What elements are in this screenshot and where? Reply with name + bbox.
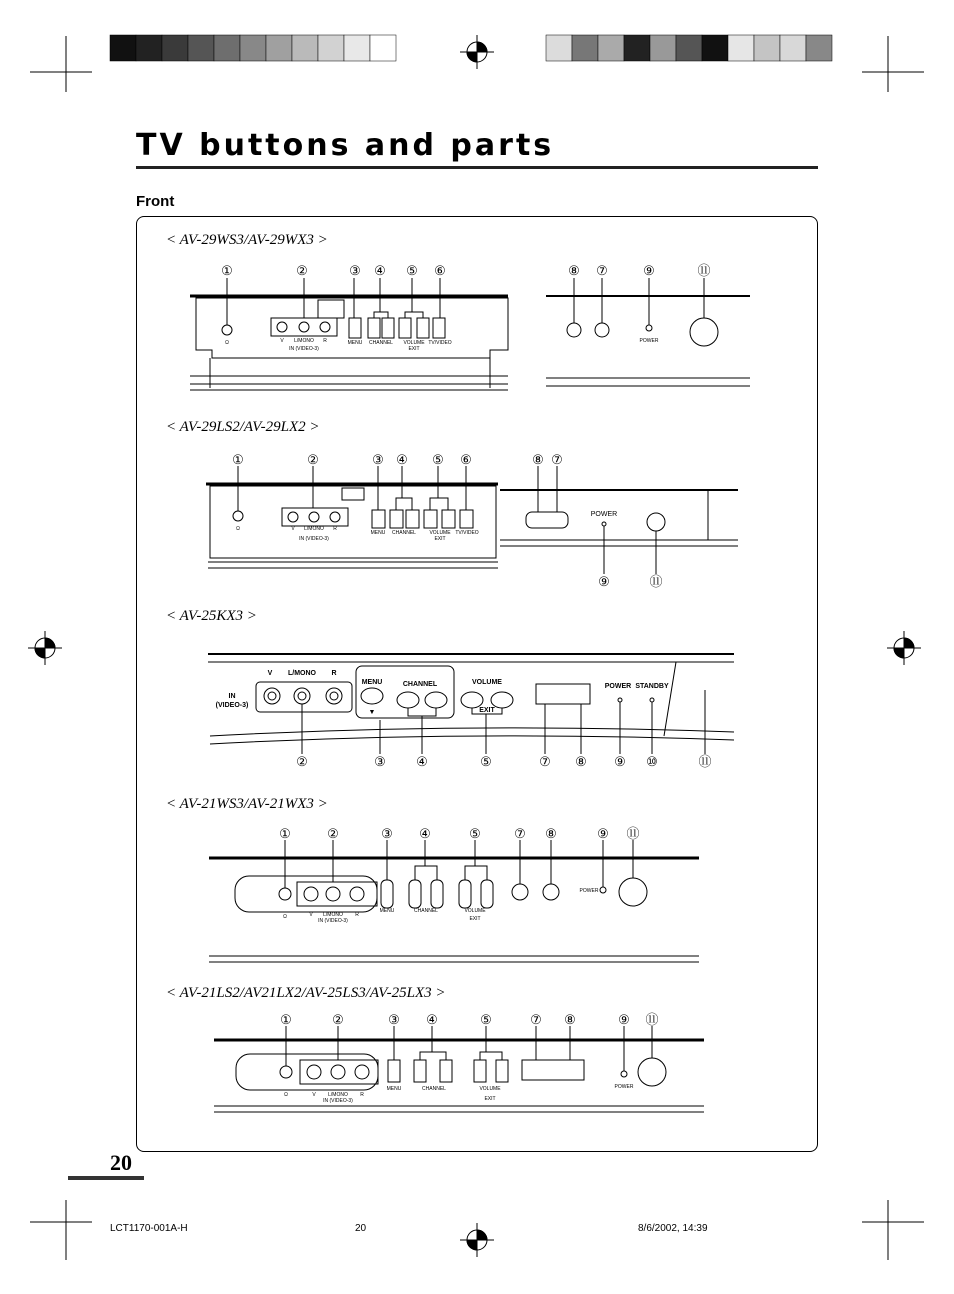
power-label: POWER <box>639 338 659 344</box>
callout-4: ④ <box>374 263 386 278</box>
callout-9: ⑨ <box>643 263 655 278</box>
model-title-3: < AV-25KX3 > <box>166 608 257 624</box>
callout-9: ⑨ <box>614 754 626 769</box>
diagram-av25kx3 <box>200 650 740 775</box>
exit-label: EXIT <box>479 707 495 714</box>
input-label: IN (VIDEO-3) <box>299 536 329 542</box>
callout-9: ⑨ <box>597 826 609 841</box>
callout-7: ⑦ <box>530 1012 542 1027</box>
model-title-2: < AV-29LS2/AV-29LX2 > <box>166 419 320 435</box>
exit-label: EXIT <box>484 1096 496 1102</box>
color-swatch <box>702 35 728 61</box>
volume-label: VOLUME <box>429 530 451 536</box>
callout-9: ⑨ <box>598 574 610 589</box>
callout-5: ⑤ <box>469 826 481 841</box>
callout-4: ④ <box>419 826 431 841</box>
jack-label-lmono: L/MONO <box>294 338 314 344</box>
callout-2: ② <box>307 452 319 467</box>
callout-7: ⑦ <box>551 452 563 467</box>
volume-label: VOLUME <box>472 679 502 686</box>
input-label-video3: (VIDEO-3) <box>215 702 249 709</box>
channel-label: CHANNEL <box>414 908 438 914</box>
section-heading: Front <box>136 193 175 210</box>
color-swatch <box>344 35 370 61</box>
color-swatch <box>318 35 344 61</box>
color-swatch <box>162 35 188 61</box>
jack-label-v: V <box>312 1092 316 1098</box>
registration-mark-top <box>460 35 494 69</box>
color-swatch <box>546 35 572 61</box>
callout-3: ③ <box>381 826 393 841</box>
jack-label-v: V <box>309 912 313 918</box>
input-label-in: IN <box>228 693 236 700</box>
channel-label: CHANNEL <box>402 681 438 688</box>
callout-2: ② <box>327 826 339 841</box>
diagram-av21ls2 <box>210 1010 710 1115</box>
jack-label-r: R <box>355 912 359 918</box>
input-label: IN (VIDEO-3) <box>318 918 348 924</box>
callout-11: ⑪ <box>649 574 663 589</box>
exit-label: EXIT <box>434 536 446 542</box>
callout-1: ① <box>221 263 233 278</box>
title-rule <box>136 166 818 169</box>
color-swatch <box>292 35 318 61</box>
footer-job-code: LCT1170-001A-H <box>110 1223 188 1234</box>
callout-10: ⑩ <box>646 754 658 769</box>
callout-1: ① <box>279 826 291 841</box>
input-label: IN (VIDEO-3) <box>289 346 319 352</box>
page-number-rule <box>68 1176 144 1180</box>
jack-label-r: R <box>323 338 327 344</box>
model-title-1: < AV-29WS3/AV-29WX3 > <box>166 232 328 248</box>
callout-8: ⑧ <box>564 1012 576 1027</box>
color-swatch <box>650 35 676 61</box>
diagram-av29ls2 <box>200 450 745 590</box>
color-swatch <box>214 35 240 61</box>
menu-label: MENU <box>386 1086 402 1092</box>
callout-2: ② <box>332 1012 344 1027</box>
callout-11: ⑪ <box>645 1012 659 1027</box>
callout-4: ④ <box>416 754 428 769</box>
callout-4: ④ <box>426 1012 438 1027</box>
callout-3: ③ <box>372 452 384 467</box>
callout-6: ⑥ <box>434 263 446 278</box>
callout-11: ⑪ <box>626 826 640 841</box>
callout-1: ① <box>280 1012 292 1027</box>
power-label: POWER <box>604 683 632 690</box>
phones-symbol: Ω <box>236 526 240 532</box>
jack-label-v: V <box>267 670 273 677</box>
callout-7: ⑦ <box>514 826 526 841</box>
page-number: 20 <box>110 1150 132 1175</box>
callout-5: ⑤ <box>406 263 418 278</box>
callout-7: ⑦ <box>596 263 608 278</box>
model-title-5: < AV-21LS2/AV21LX2/AV-25LS3/AV-25LX3 > <box>166 985 446 1001</box>
callout-8: ⑧ <box>532 452 544 467</box>
jack-label-r: R <box>333 526 337 532</box>
jack-label-lmono: L/MONO <box>304 526 324 532</box>
color-bar-right <box>546 35 832 61</box>
menu-label: MENU <box>361 679 383 686</box>
page-title: TV buttons and parts <box>136 128 555 163</box>
callout-5: ⑤ <box>480 1012 492 1027</box>
callout-4: ④ <box>396 452 408 467</box>
callout-8: ⑧ <box>575 754 587 769</box>
jack-label-lmono: L/MONO <box>323 912 343 918</box>
callout-3: ③ <box>349 263 361 278</box>
diagram-av29ws3 <box>190 258 760 398</box>
registration-mark-right <box>887 631 921 665</box>
menu-label: MENU <box>370 530 386 536</box>
callout-2: ② <box>296 263 308 278</box>
color-swatch <box>598 35 624 61</box>
registration-mark-left <box>28 631 62 665</box>
callout-2: ② <box>296 754 308 769</box>
jack-label-r: R <box>360 1092 364 1098</box>
registration-mark-bottom <box>460 1223 494 1257</box>
color-swatch <box>780 35 806 61</box>
footer-page: 20 <box>355 1223 367 1234</box>
jack-label-v: V <box>291 526 295 532</box>
volume-label: VOLUME <box>479 1086 501 1092</box>
color-swatch <box>188 35 214 61</box>
color-swatch <box>136 35 162 61</box>
channel-label: CHANNEL <box>369 340 393 346</box>
volume-label: VOLUME <box>464 908 486 914</box>
callout-5: ⑤ <box>480 754 492 769</box>
color-swatch <box>370 35 396 61</box>
footer-date: 8/6/2002, 14:39 <box>638 1223 708 1234</box>
color-swatch <box>240 35 266 61</box>
jack-label-lmono: L/MONO <box>328 1092 348 1098</box>
channel-label: CHANNEL <box>392 530 416 536</box>
color-swatch <box>624 35 650 61</box>
jack-label-r: R <box>331 670 337 677</box>
menu-label: MENU <box>347 340 363 346</box>
color-bar-left <box>110 35 396 61</box>
menu-label: MENU <box>379 908 395 914</box>
phones-symbol: Ω <box>284 1092 288 1098</box>
color-swatch <box>806 35 832 61</box>
color-swatch <box>676 35 702 61</box>
color-swatch <box>110 35 136 61</box>
color-swatch <box>572 35 598 61</box>
callout-1: ① <box>232 452 244 467</box>
callout-8: ⑧ <box>545 826 557 841</box>
callout-3: ③ <box>388 1012 400 1027</box>
menu-down-symbol: ▼ <box>368 709 376 716</box>
callout-8: ⑧ <box>568 263 580 278</box>
input-label: IN (VIDEO-3) <box>323 1098 353 1104</box>
callout-9: ⑨ <box>618 1012 630 1027</box>
tv-video-label: TV/VIDEO <box>428 340 452 346</box>
tv-video-label: TV/VIDEO <box>455 530 479 536</box>
power-label: POWER <box>590 511 618 518</box>
power-label: POWER <box>614 1084 634 1090</box>
callout-5: ⑤ <box>432 452 444 467</box>
model-title-4: < AV-21WS3/AV-21WX3 > <box>166 796 328 812</box>
jack-label-v: V <box>280 338 284 344</box>
diagram-av21ws3 <box>205 822 705 967</box>
power-label: POWER <box>579 888 599 894</box>
callout-6: ⑥ <box>460 452 472 467</box>
color-swatch <box>266 35 292 61</box>
color-swatch <box>754 35 780 61</box>
phones-symbol: Ω <box>225 340 229 346</box>
color-swatch <box>728 35 754 61</box>
phones-symbol: Ω <box>283 914 287 920</box>
volume-label: VOLUME <box>403 340 425 346</box>
channel-label: CHANNEL <box>422 1086 446 1092</box>
jack-label-lmono: L/MONO <box>288 670 316 677</box>
callout-11: ⑪ <box>698 754 712 769</box>
exit-label: EXIT <box>469 916 481 922</box>
callout-11: ⑪ <box>697 263 711 278</box>
standby-label: STANDBY <box>635 683 669 690</box>
exit-label: EXIT <box>408 346 420 352</box>
callout-7: ⑦ <box>539 754 551 769</box>
callout-3: ③ <box>374 754 386 769</box>
